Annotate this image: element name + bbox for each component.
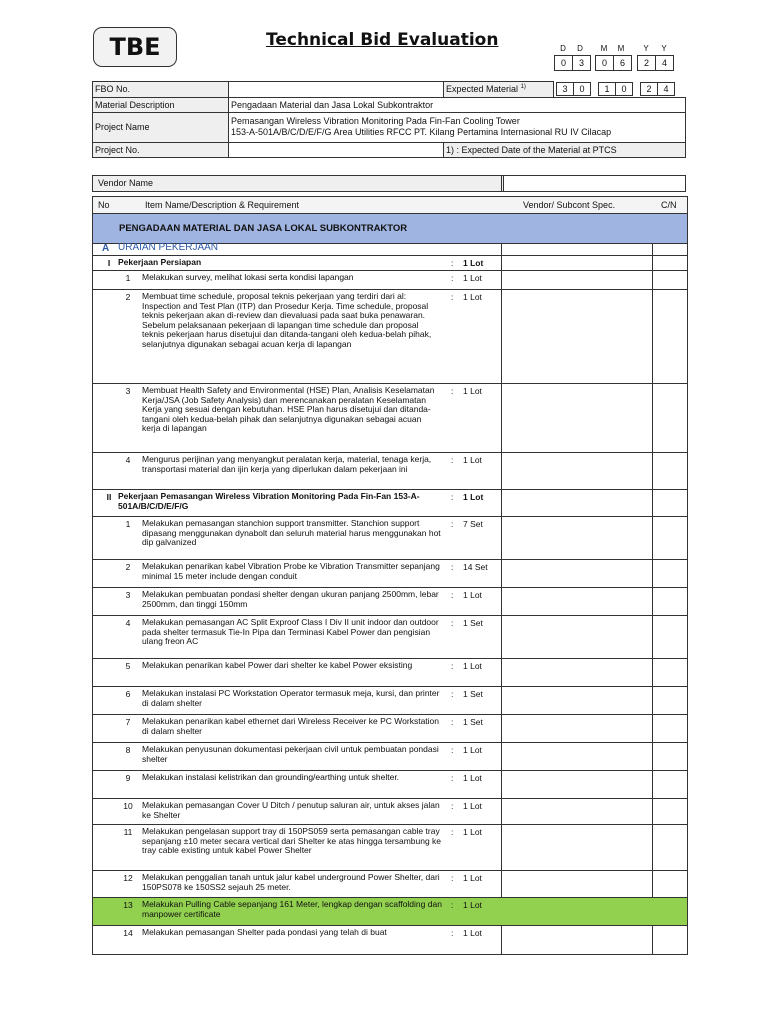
colon: : [451, 928, 454, 938]
item-no: 4 [125, 455, 131, 465]
date-digit: 4 [661, 58, 667, 68]
info-table [92, 81, 686, 158]
item-no: 14 [123, 928, 133, 938]
table-row [93, 687, 687, 715]
evaluation-table [92, 196, 688, 955]
colon: : [451, 873, 454, 883]
col-item-header: Item Name/Description & Requirement [145, 200, 300, 210]
item-no: 13 [123, 900, 133, 910]
date-label-d2: D [577, 44, 583, 53]
table-row [93, 384, 687, 453]
item-qty: 1 Lot [463, 928, 482, 938]
colon: : [451, 801, 454, 811]
table-row [93, 871, 687, 898]
item-qty: 1 Set [463, 717, 483, 727]
item-no: 10 [123, 801, 133, 811]
date-label-m2: M [617, 44, 625, 53]
vendor-row [92, 175, 686, 192]
date-year-box [637, 55, 674, 71]
table-row [93, 771, 687, 799]
date-label-y2: Y [661, 44, 667, 53]
item-no: 8 [125, 745, 131, 755]
expected-material-label: Expected Material $^{1)}$ [444, 82, 554, 98]
date-label-m1: M [600, 44, 608, 53]
date-digit: 0 [555, 56, 573, 70]
item-desc: Membuat Health Safety and Environmental (HSE) Plan, Analisis Keselamatan Kerja/JSA (Job Safety Analysis) dan merencanakan peralatan Keselamatan Kerja yang sesuai dengan kebutuhan. HSE Plan harus disetujui dan ditanda-tangani oleh kedua-belah pihak dan selanjutnya digunakan sebagai acuan kerja di lapangan [142, 385, 435, 433]
table-header [93, 197, 687, 214]
date-digit: 3 [578, 58, 584, 68]
item-qty: 1 Lot [463, 900, 482, 910]
table-row [93, 290, 687, 384]
colon: : [451, 386, 454, 396]
item-no: 6 [125, 689, 131, 699]
item-qty: 1 Lot [463, 292, 482, 302]
item-desc: Melakukan pengelasan support tray di 150PS059 serta pemasangan cable tray sepanjang ±10 meter secara vertical dari Shelter ke atas hingga tersambung ke tray cable existing untuk kabel Power Shelter [142, 826, 442, 855]
item-qty: 1 Lot [463, 773, 482, 783]
vendor-name-label: Vendor Name [92, 175, 504, 192]
table-row-highlighted [93, 898, 687, 926]
colon: : [451, 717, 454, 727]
item-desc: Melakukan penggalian tanah untuk jalur kabel underground Power Shelter, dari 150PS078 ke 150SS2 sejauh 25 meter. [142, 872, 440, 892]
group-qty: 1 Lot [463, 492, 484, 502]
date-digit: 0 [596, 56, 614, 70]
section-title: PENGADAAN MATERIAL DAN JASA LOKAL SUBKONTRAKTOR [119, 223, 408, 234]
date-digit: 6 [619, 58, 625, 68]
item-desc: Melakukan pemasangan Shelter pada pondasi yang telah di buat [142, 927, 387, 937]
table-row [93, 588, 687, 616]
item-no: 1 [125, 519, 131, 529]
item-desc: Melakukan instalasi PC Workstation Operator termasuk meja, kursi, dan printer di dalam shelter [142, 688, 440, 708]
item-qty: 1 Lot [463, 590, 482, 600]
date-day-box [554, 55, 591, 71]
item-no: 11 [123, 827, 133, 837]
item-qty: 1 Set [463, 689, 483, 699]
project-no-label: Project No. [93, 142, 229, 157]
item-qty: 1 Lot [463, 273, 482, 283]
material-description-label: Material Description [93, 97, 229, 112]
item-desc: Melakukan pemasangan stanchion support transmitter. Stanchion support dipasang menggunakan dynabolt dan seluruh material harus menggunakan hot dip galvanized [142, 518, 441, 547]
expected-date-footnote: 1) : Expected Date of the Material at PTCS [444, 142, 686, 157]
subsection-header [93, 243, 687, 256]
group-no: II [106, 492, 112, 502]
table-row [93, 616, 687, 659]
subsection-letter: A [102, 243, 110, 254]
item-no: 3 [125, 386, 131, 396]
group-no: I [107, 258, 111, 268]
item-qty: 1 Lot [463, 386, 482, 396]
item-qty: 1 Lot [463, 455, 482, 465]
item-desc: Mengurus perijinan yang menyangkut peralatan kerja, material, tenaga kerja, transportasi material dan ijin kerja yang diperlukan dalam pekerjaan ini [142, 454, 432, 474]
item-no: 5 [125, 661, 131, 671]
vendor-name-field[interactable] [501, 175, 686, 192]
colon: : [451, 900, 454, 910]
colon: : [451, 745, 454, 755]
table-row [93, 825, 687, 871]
item-no: 9 [125, 773, 131, 783]
item-desc: Melakukan penarikan kabel ethernet dari Wireless Receiver ke PC Workstation di dalam shelter [142, 716, 440, 736]
section-header [93, 214, 687, 244]
item-no: 4 [125, 618, 131, 628]
item-desc: Melakukan penarikan kabel Vibration Probe ke Vibration Transmitter sepanjang minimal 15 meter include dengan conduit [142, 561, 440, 581]
item-no: 1 [125, 273, 131, 283]
colon: : [451, 273, 454, 283]
group-qty: 1 Lot [463, 258, 484, 268]
colon: : [451, 258, 454, 268]
item-qty: 1 Lot [463, 745, 482, 755]
table-row [93, 560, 687, 588]
item-desc: Melakukan pembuatan pondasi shelter dengan ukuran panjang 2500mm, lebar 2500mm, dan tinggi 150mm [142, 589, 439, 609]
date-digit: 2 [638, 56, 656, 70]
table-row [93, 743, 687, 771]
project-name-value: Pemasangan Wireless Vibration Monitoring Pada Fin-Fan Cooling Tower 153-A-501A/B/C/D/E/F/G Area Utilities RFCC PT. Kilang Pertamina Internasional RU IV Cilacap [229, 112, 686, 142]
item-no: 12 [123, 873, 133, 883]
project-no-value [229, 142, 444, 157]
colon: : [451, 492, 454, 502]
col-cn-header: C/N [661, 200, 677, 210]
date-label-d1: D [560, 44, 566, 53]
group-desc: Pekerjaan Pemasangan Wireless Vibration Monitoring Pada Fin-Fan 153-A-501A/B/C/D/E/F/G [118, 491, 420, 511]
colon: : [451, 618, 454, 628]
tbe-logo: TBE [93, 27, 177, 67]
item-no: 3 [125, 590, 131, 600]
table-row [93, 517, 687, 560]
expected-material-value: 3 0 1 0 2 4 [554, 82, 686, 98]
item-qty: 1 Set [463, 618, 483, 628]
item-no: 2 [125, 292, 131, 302]
fbo-label: FBO No. [93, 82, 229, 98]
date-month-box [595, 55, 632, 71]
item-no: 7 [125, 717, 131, 727]
group-row [93, 490, 687, 517]
table-row [93, 799, 687, 825]
item-desc: Melakukan survey, melihat lokasi serta kondisi lapangan [142, 272, 354, 282]
item-qty: 1 Lot [463, 661, 482, 671]
item-desc: Melakukan Pulling Cable sepanjang 161 Meter, lengkap dengan scaffolding dan manpower certificate [142, 899, 442, 919]
item-qty: 7 Set [463, 519, 483, 529]
item-desc: Melakukan penyusunan dokumentasi pekerjaan civil untuk pembuatan pondasi shelter [142, 744, 439, 764]
item-desc: Melakukan penarikan kabel Power dari shelter ke kabel Power eksisting [142, 660, 413, 670]
material-description-value: Pengadaan Material dan Jasa Lokal Subkontraktor [229, 97, 686, 112]
date-label-y1: Y [643, 44, 649, 53]
item-qty: 1 Lot [463, 873, 482, 883]
colon: : [451, 689, 454, 699]
group-row [93, 256, 687, 271]
item-qty: 1 Lot [463, 801, 482, 811]
item-desc: Membuat time schedule, proposal teknis pekerjaan yang terdiri dari al: Inspection and Test Plan (ITP) dan Prosedur Kerja. Time schedule, proposal teknis pekerjaan akan di-review dan dievaluasi pada saat buka penawaran. Sebelum pelaksanaan pekerjaan di lapangan time schedule dan proposal teknis pekerjaan harus disetujui dan ditanda-tangani oleh kedua-belah pihak, selanjutnya digunakan sebagai acuan kerja di lapangan [142, 291, 432, 349]
table-row [93, 926, 687, 953]
item-qty: 1 Lot [463, 827, 482, 837]
fbo-value [229, 82, 444, 98]
table-row [93, 271, 687, 290]
subsection-title: URAIAN PEKERJAAN [118, 242, 219, 253]
colon: : [451, 519, 454, 529]
group-desc: Pekerjaan Persiapan [118, 257, 202, 267]
table-row [93, 453, 687, 490]
colon: : [451, 827, 454, 837]
col-vendor-spec-header: Vendor/ Subcont Spec. [523, 200, 616, 210]
colon: : [451, 455, 454, 465]
item-desc: Melakukan pemasangan AC Split Exproof Class I Div II unit indoor dan outdoor pada shelter termasuk Tie-In Pipa dan Terminasi Kabel Power dan pengisian ulang freon AC [142, 617, 439, 646]
colon: : [451, 661, 454, 671]
colon: : [451, 590, 454, 600]
colon: : [451, 292, 454, 302]
item-desc: Melakukan pemasangan Cover U Ditch / penutup saluran air, untuk akses jalan ke Shelter [142, 800, 440, 820]
table-row [93, 659, 687, 687]
col-no-header: No [98, 200, 110, 210]
item-qty: 14 Set [463, 562, 488, 572]
page-title: Technical Bid Evaluation [266, 30, 499, 50]
table-row [93, 715, 687, 743]
item-desc: Melakukan instalasi kelistrikan dan grounding/earthing untuk shelter. [142, 772, 400, 782]
colon: : [451, 773, 454, 783]
project-name-label: Project Name [93, 112, 229, 142]
colon: : [451, 562, 454, 572]
item-no: 2 [125, 562, 131, 572]
